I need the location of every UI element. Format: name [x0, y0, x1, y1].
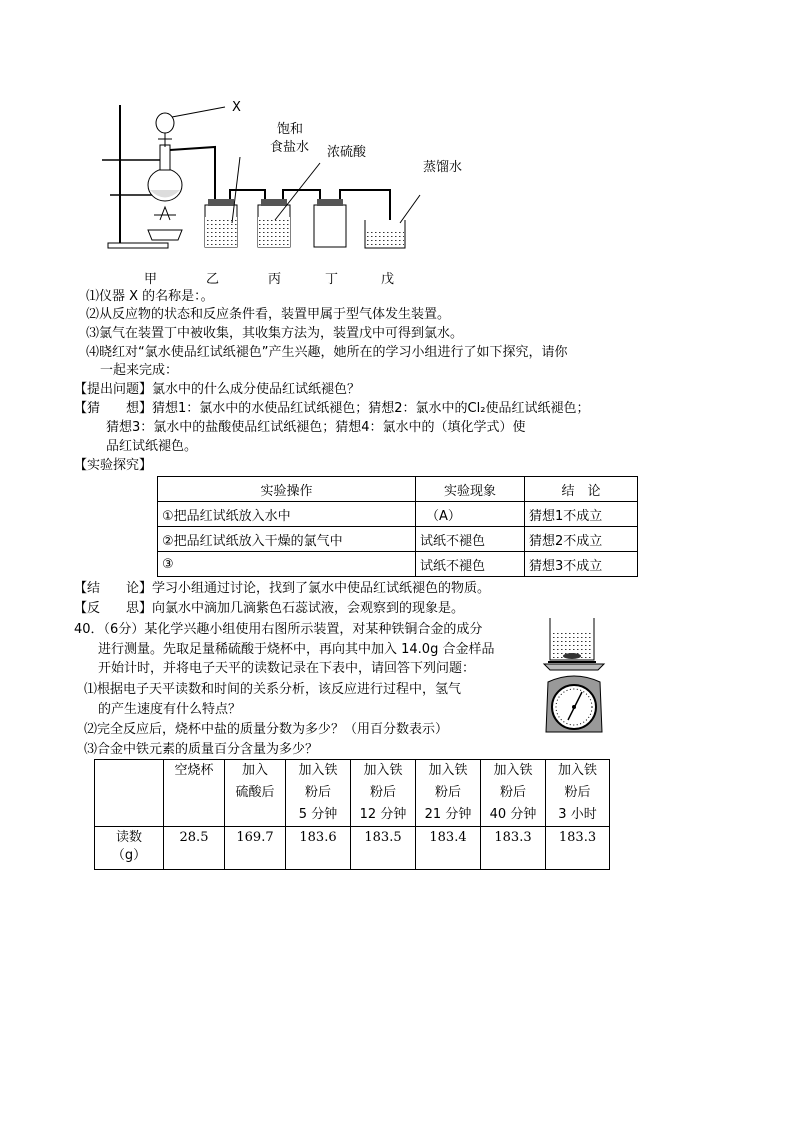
table-header [286, 760, 351, 827]
q40-line-1: 40．（6分）某化学兴趣小组使用右图所示装置，对某种铁铜合金的成分 [74, 622, 483, 637]
table-row [158, 552, 638, 577]
guess-line-3: 品红试纸褪色。 [106, 439, 198, 454]
table-cell: 28.5 [164, 827, 225, 870]
table-header [351, 760, 416, 827]
q40-sub-2: ⑵完全反应后，烧杯中盐的质量分数为多少？（用百分数表示） [84, 722, 449, 737]
table-cell: 183.5 [351, 827, 416, 870]
table-header-row [95, 760, 610, 827]
table-header: 结 论 [525, 477, 638, 502]
table-row [95, 827, 610, 870]
table-cell: 183.6 [286, 827, 351, 870]
table-header [481, 760, 546, 827]
table-cell: 猜想1不成立 [525, 502, 638, 527]
q40-line-3: 开始计时，并将电子天平的读数记录在下表中，请回答下列问题： [98, 661, 476, 676]
header-line: 粉后 [304, 785, 331, 800]
salt-water-label-2: 食盐水 [270, 140, 310, 155]
table-cell: 试纸不褪色 [416, 527, 525, 552]
question-4-line-2: 一起来完成： [100, 363, 179, 378]
table-cell: 猜想2不成立 [525, 527, 638, 552]
table-cell: 猜想3不成立 [525, 552, 638, 577]
header-line: 粉后 [564, 785, 591, 800]
unit-label-ding: 丁 [325, 272, 339, 287]
x-label: X [232, 100, 241, 115]
balance-reading-table [94, 759, 610, 870]
table-row [158, 527, 638, 552]
electronic-balance-figure [540, 612, 612, 742]
table-cell: ①把品红试纸放入水中 [158, 502, 416, 527]
q40-line-2: 进行测量。先取足量稀硫酸于烧杯中，再向其中加入 14.0g 合金样品 [98, 642, 495, 657]
table-header [164, 760, 225, 827]
table-header [546, 760, 610, 827]
table-cell: 183.4 [416, 827, 481, 870]
table-header [416, 760, 481, 827]
header-line: 3 小时 [558, 807, 597, 822]
header-line: 加入铁 [363, 763, 403, 778]
table-header [225, 760, 286, 827]
table-header: 实验现象 [416, 477, 525, 502]
header-line: 粉后 [434, 785, 461, 800]
sulfuric-acid-label: 浓硫酸 [327, 145, 367, 160]
unit-label-wu: 戊 [381, 272, 395, 287]
header-line: 加入铁 [298, 763, 338, 778]
row-label [95, 827, 164, 870]
experiment-table [157, 476, 638, 577]
table-cell: ③ [158, 552, 416, 577]
guess-line-2: 猜想3：氯水中的盐酸使品红试纸褪色；猜想4：氯水中的（填化学式）使 [106, 420, 526, 435]
row-label-line: （g） [111, 848, 147, 863]
question-3: ⑶氯气在装置丁中被收集，其收集方法为，装置戊中可得到氯水。 [86, 326, 464, 341]
header-line: 空烧杯 [174, 763, 214, 778]
header-line: 加入铁 [428, 763, 468, 778]
table-cell: 试纸不褪色 [416, 552, 525, 577]
conclusion-line: 【结 论】学习小组通过讨论，找到了氯水中使品红试纸褪色的物质。 [74, 581, 491, 596]
table-cell: ②把品红试纸放入干燥的氯气中 [158, 527, 416, 552]
distilled-water-label: 蒸馏水 [423, 160, 463, 175]
header-line: 40 分钟 [489, 807, 537, 822]
q40-sub-1b: 的产生速度有什么特点？ [98, 702, 242, 717]
table-cell: 183.3 [546, 827, 610, 870]
question-2: ⑵从反应物的状态和反应条件看，装置甲属于型气体发生装置。 [86, 307, 451, 322]
unit-label-yi: 乙 [206, 272, 220, 287]
table-row [158, 502, 638, 527]
header-line: 12 分钟 [359, 807, 407, 822]
header-line: 加入铁 [557, 763, 597, 778]
question-4-line-1: ⑷晓红对“氯水使品红试纸褪色”产生兴趣，她所在的学习小组进行了如下探究，请你 [86, 345, 568, 360]
table-cell: 183.3 [481, 827, 546, 870]
unit-label-bing: 丙 [268, 272, 282, 287]
table-header-row [158, 477, 638, 502]
experiment-heading: 【实验探究】 [74, 458, 153, 473]
question-1: ⑴仪器 X 的名称是：。 [86, 289, 214, 304]
q40-sub-3: ⑶合金中铁元素的质量百分含量为多少？ [84, 742, 319, 757]
q40-sub-1a: ⑴根据电子天平读数和时间的关系分析，该反应进行过程中，氢气 [84, 682, 462, 697]
header-line: 加入 [241, 763, 268, 778]
reflection-line: 【反 思】向氯水中滴加几滴紫色石蕊试液，会观察到的现象是。 [74, 601, 465, 616]
header-line: 硫酸后 [235, 785, 275, 800]
header-line: 21 分钟 [424, 807, 472, 822]
guess-line-1: 【猜 想】猜想1：氯水中的水使品红试纸褪色；猜想2：氯水中的Cl₂使品红试纸褪色； [74, 401, 590, 416]
header-line: 加入铁 [493, 763, 533, 778]
header-line: 粉后 [369, 785, 396, 800]
row-label-line: 读数 [115, 830, 142, 845]
header-line: 粉后 [499, 785, 526, 800]
salt-water-label-1: 饱和 [277, 122, 304, 137]
table-cell: 169.7 [225, 827, 286, 870]
raise-question: 【提出问题】氯水中的什么成分使品红试纸褪色？ [74, 382, 361, 397]
table-header-empty [95, 760, 164, 827]
table-cell: （A） [416, 502, 525, 527]
header-line: 5 分钟 [298, 807, 338, 822]
table-header: 实验操作 [158, 477, 416, 502]
unit-label-jia: 甲 [144, 272, 158, 287]
